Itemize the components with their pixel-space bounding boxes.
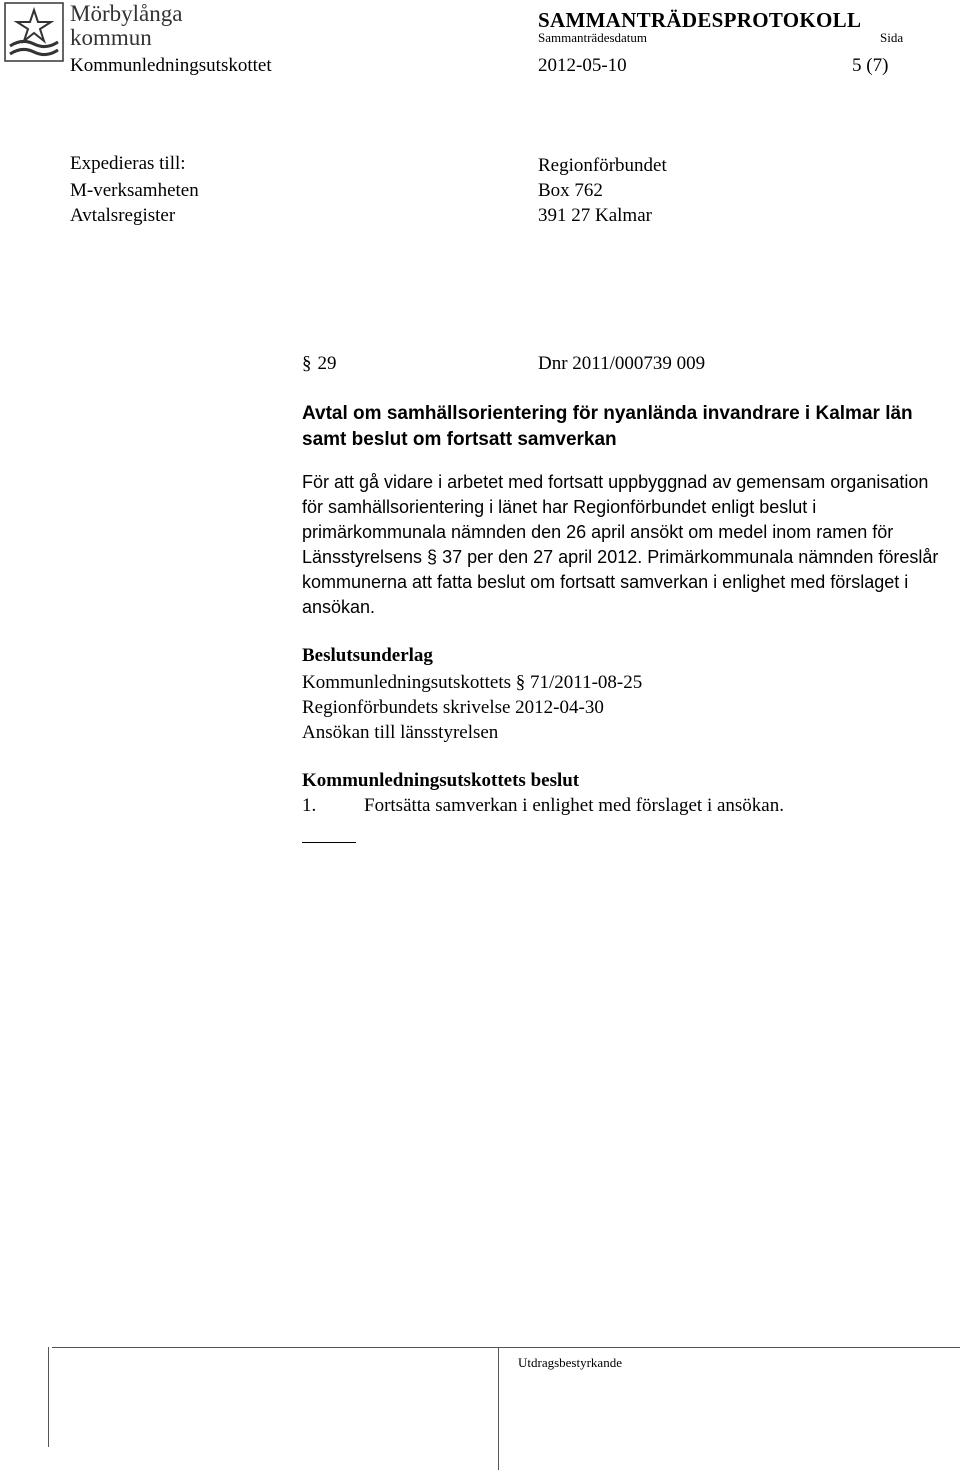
basis-item: Regionförbundets skrivelse 2012-04-30 [302, 697, 604, 718]
paragraph-number: 29 [317, 353, 337, 374]
address-line: 391 27 Kalmar [538, 205, 652, 226]
paragraph-number-line [302, 353, 337, 375]
committee-name: Kommunledningsutskottet [70, 55, 272, 76]
logo-line-1: Mörbylånga [70, 1, 183, 26]
certification-label: Utdragsbestyrkande [518, 1355, 622, 1370]
decision-heading: Kommunledningsutskottets beslut [302, 770, 580, 791]
logo-line-2: kommun [70, 25, 152, 50]
recipient-list [70, 178, 199, 228]
recipient-item: M-verksamheten [70, 180, 199, 201]
page-label: Sida [880, 30, 904, 45]
paragraph-body: För att gå vidare i arbetet med fortsatt uppbyggnad av gemensam organisation för samhällsorientering i länet har Regionförbundet enligt beslut i primärkommunala nämnden den 26 april ansökt om medel inom ramen för Länsstyrelsens § 37 per den 27 april 2012. Primärkommunala nämnden föreslår kommunerna att fatta beslut om fortsatt samverkan i enlighet med förslaget i ansökan. [302, 472, 939, 617]
end-rule-divider [302, 842, 356, 843]
date-label: Sammanträdesdatum [538, 30, 648, 45]
address-line: Box 762 [538, 180, 603, 201]
diary-number: Dnr 2011/000739 009 [538, 353, 706, 374]
decision-item-text: Fortsätta samverkan i enlighet med förslaget i ansökan. [364, 795, 784, 816]
page-number: 5 (7) [852, 55, 889, 76]
meeting-date: 2012-05-10 [538, 55, 627, 76]
section-sign: § [302, 353, 312, 374]
logo-wordmark [70, 2, 182, 50]
basis-item: Ansökan till länsstyrelsen [302, 722, 499, 743]
basis-heading: Beslutsunderlag [302, 645, 433, 666]
footer-divider-horizontal [52, 1347, 960, 1348]
basis-item: Kommunledningsutskottets § 71/2011-08-25 [302, 672, 643, 693]
document-title: SAMMANTRÄDESPROTOKOLL [538, 8, 862, 32]
decision-item [302, 795, 784, 817]
recipient-item: Avtalsregister [70, 205, 176, 226]
basis-list [302, 670, 642, 745]
distribution-heading: Expedieras till: [70, 153, 186, 174]
recipient-address [538, 153, 667, 228]
decision-item-number: 1. [302, 795, 317, 816]
footer-divider-left [48, 1347, 49, 1447]
footer-divider-center [498, 1347, 499, 1470]
municipality-logo [4, 2, 64, 62]
paragraph-subject: Avtal om samhällsorientering för nyanlända invandrare i Kalmar län samt beslut om fortsatt samverkan [302, 403, 913, 450]
address-line: Regionförbundet [538, 155, 667, 176]
